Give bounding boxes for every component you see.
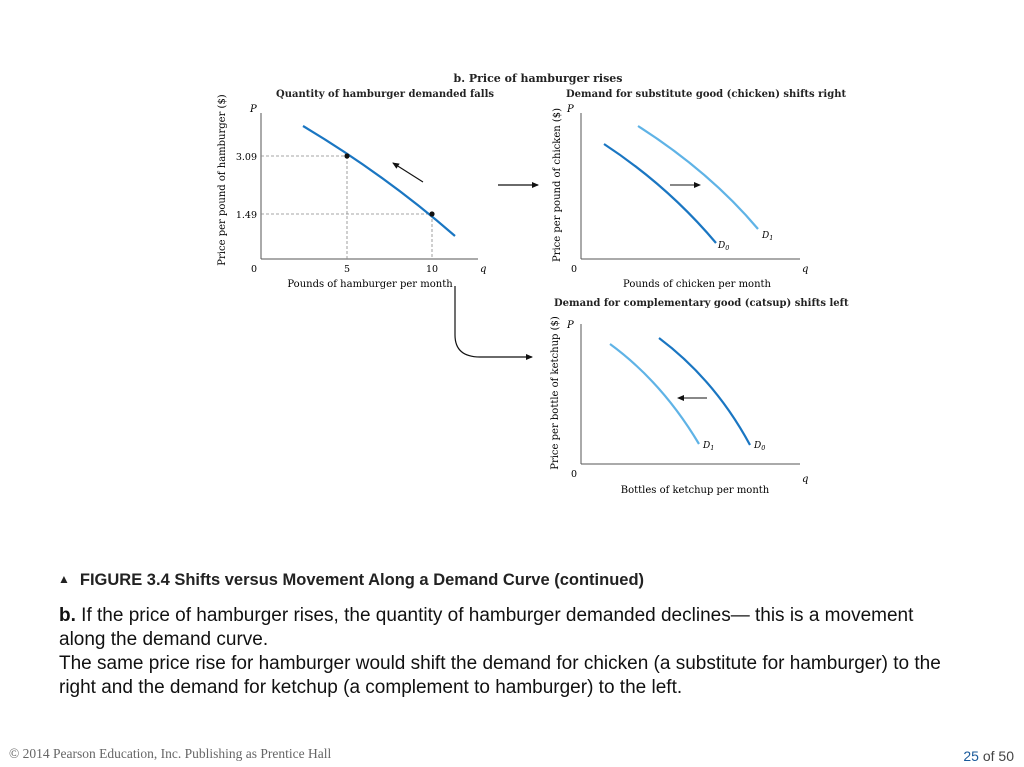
explanation-line1: If the price of hamburger rises, the quantity of hamburger demanded declines— this is a movement along the demand curve. (59, 605, 914, 650)
chicken-d1-curve (638, 126, 758, 229)
hamburger-y-tick-149: 1.49 (235, 210, 257, 221)
ketchup-d0-name: D (754, 441, 762, 451)
page-current: 25 (963, 748, 979, 764)
hamburger-panel-title: Quantity of hamburger demanded falls (276, 89, 495, 100)
ketchup-d1-name: D (703, 441, 711, 451)
hamburger-x-tick-5: 5 (343, 264, 351, 275)
chicken-d1-label (761, 231, 773, 242)
hamburger-origin: 0 (251, 264, 258, 275)
page-total: 50 (998, 748, 1014, 764)
explanation-paragraph-1 (59, 604, 959, 652)
chicken-d1-name: D (762, 231, 770, 241)
copyright-notice: © 2014 Pearson Education, Inc. Publishing as Prentice Hall (9, 746, 332, 761)
ketchup-origin: 0 (571, 469, 578, 480)
ketchup-panel (550, 298, 849, 496)
ketchup-d0-label (753, 441, 765, 452)
hamburger-y-tick-309: 3.09 (235, 152, 257, 163)
hamburger-x-label: Pounds of hamburger per month (287, 279, 453, 290)
chicken-d0-curve (604, 144, 716, 243)
chicken-y-label: Price per pound of chicken ($) (552, 107, 563, 263)
hamburger-x-tick-10: 10 (425, 264, 439, 275)
explanation-paragraph-2: The same price rise for hamburger would shift the demand for chicken (a substitute for hamburger) to the right and the demand for ketchup (a complement to hamburger) to the left. (59, 653, 941, 698)
ketchup-x-label: Bottles of ketchup per month (620, 485, 770, 496)
chicken-p-symbol: P (567, 104, 574, 115)
ketchup-d0-sub: 0 (761, 444, 766, 452)
hamburger-panel (217, 89, 494, 290)
figure-title: b. Price of hamburger rises (453, 72, 623, 85)
ketchup-q-symbol: q (802, 474, 809, 485)
ketchup-d0-curve (659, 338, 750, 445)
caption-triangle-icon: ▲ (58, 572, 70, 586)
ketchup-y-label: Price per bottle of ketchup ($) (550, 316, 561, 470)
hamburger-q-symbol: q (480, 264, 487, 275)
ketchup-d1-label (702, 441, 714, 452)
explanation-lead: b. (59, 605, 76, 626)
chicken-d0-sub: 0 (725, 244, 730, 252)
figure-caption (58, 571, 644, 590)
chicken-d1-sub: 1 (769, 234, 774, 242)
hamburger-point-149 (429, 211, 434, 216)
page-indicator (963, 748, 1014, 764)
hamburger-point-309 (344, 153, 349, 158)
explanation-text (59, 604, 959, 700)
caption-text: FIGURE 3.4 Shifts versus Movement Along a Demand Curve (continued) (79, 571, 645, 589)
chicken-x-label: Pounds of chicken per month (623, 279, 771, 290)
ketchup-d1-sub: 1 (710, 444, 715, 452)
ketchup-panel-title: Demand for complementary good (catsup) shifts left (554, 298, 849, 309)
page-separator: of (978, 748, 999, 764)
chicken-panel-title: Demand for substitute good (chicken) shifts right (566, 89, 847, 100)
movement-arrow (393, 163, 423, 182)
connector-arrow-down (455, 286, 532, 357)
chicken-panel (552, 89, 846, 290)
chicken-d0-label (717, 241, 729, 252)
ketchup-p-symbol: P (567, 320, 574, 331)
hamburger-y-label: Price per pound of hamburger ($) (217, 94, 228, 266)
chicken-d0-name: D (718, 241, 726, 251)
chicken-q-symbol: q (802, 264, 809, 275)
chicken-origin: 0 (571, 264, 578, 275)
hamburger-p-symbol: P (250, 104, 257, 115)
